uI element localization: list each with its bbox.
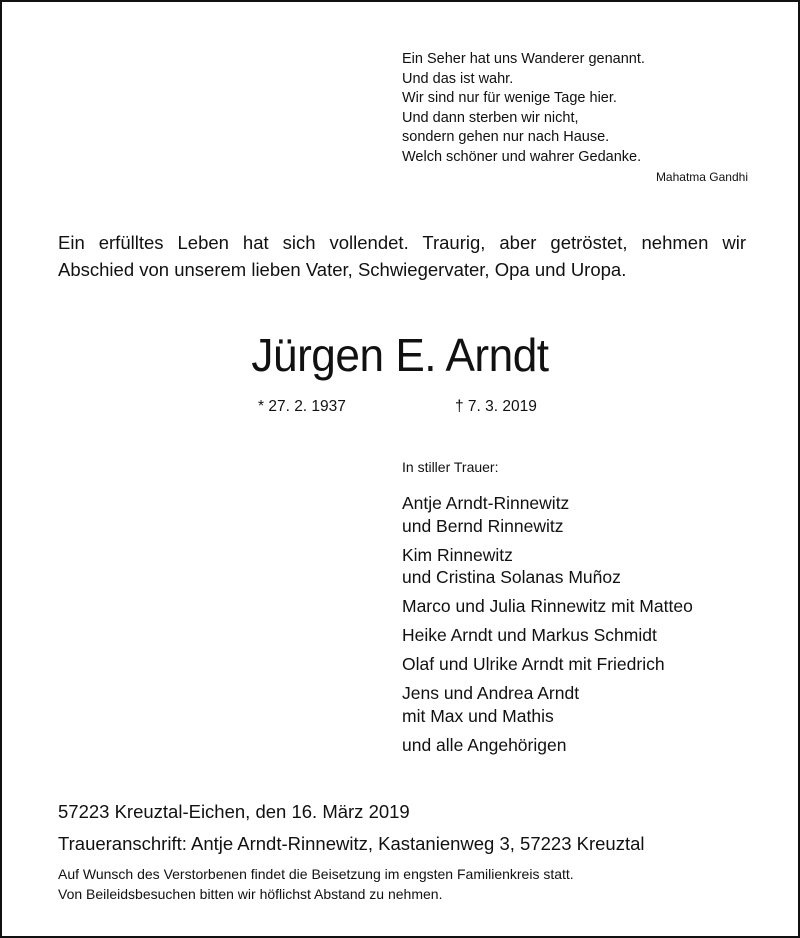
- place-date: 57223 Kreuztal-Eichen, den 16. März 2019: [58, 801, 410, 822]
- mourner-line: Antje Arndt-Rinnewitz: [402, 493, 570, 513]
- mourner-line: Marco und Julia Rinnewitz mit Matteo: [402, 596, 693, 616]
- mourner-line: mit Max und Mathis: [402, 705, 554, 726]
- note-line: Auf Wunsch des Verstorbenen findet die Beisetzung im engsten Familienkreis statt.: [58, 866, 574, 882]
- mourning-address: Traueranschrift: Antje Arndt-Rinnewitz, Kastanienweg 3, 57223 Kreuztal: [58, 833, 645, 854]
- poem-quote: [402, 50, 645, 168]
- mourner-entry: [402, 624, 693, 647]
- mourner-line: und alle Angehörigen: [402, 734, 567, 755]
- quote-line: sondern gehen nur nach Hause.: [402, 129, 610, 146]
- quote-line: Welch schöner und wahrer Gedanke.: [402, 148, 642, 165]
- mourner-line: Olaf und Ulrike Arndt mit Friedrich: [402, 654, 665, 674]
- mourner-line: und Bernd Rinnewitz: [402, 515, 564, 536]
- mourner-line: Jens und Andrea Arndt: [402, 683, 580, 703]
- birth-date: * 27. 2. 1937: [258, 398, 346, 415]
- funeral-notes: [58, 864, 574, 904]
- mourner-entry: [402, 544, 693, 589]
- quote-author: Mahatma Gandhi: [655, 170, 748, 184]
- mourner-entry: [402, 734, 693, 757]
- mourner-line: Kim Rinnewitz: [402, 544, 513, 565]
- mourner-entry: [402, 492, 693, 537]
- mourners-header: In stiller Trauer:: [402, 459, 499, 475]
- intro-line-1: Ein erfülltes Leben hat sich vollendet. Traurig, aber getröstet, nehmen wir: [58, 232, 746, 253]
- mourner-entry: [402, 682, 693, 727]
- mourner-line: und Cristina Solanas Muñoz: [402, 567, 621, 587]
- quote-line: Ein Seher hat uns Wanderer genannt.: [402, 51, 645, 67]
- mourner-entry: [402, 653, 693, 676]
- quote-line: Und dann sterben wir nicht,: [402, 109, 579, 126]
- mourner-line: Heike Arndt und Markus Schmidt: [402, 625, 657, 645]
- deceased-name: Jürgen E. Arndt: [251, 329, 549, 381]
- note-line: Von Beileidsbesuchen bitten wir höflichst Abstand zu nehmen.: [58, 886, 443, 902]
- quote-line: Und das ist wahr.: [402, 70, 514, 87]
- intro-line-2: Abschied von unserem lieben Vater, Schwiegervater, Opa und Uropa.: [58, 258, 627, 280]
- mourner-entry: [402, 595, 693, 618]
- mourners-list: [402, 492, 693, 763]
- quote-line: Wir sind nur für wenige Tage hier.: [402, 90, 617, 107]
- intro-text: [58, 230, 746, 283]
- death-date: † 7. 3. 2019: [455, 398, 537, 415]
